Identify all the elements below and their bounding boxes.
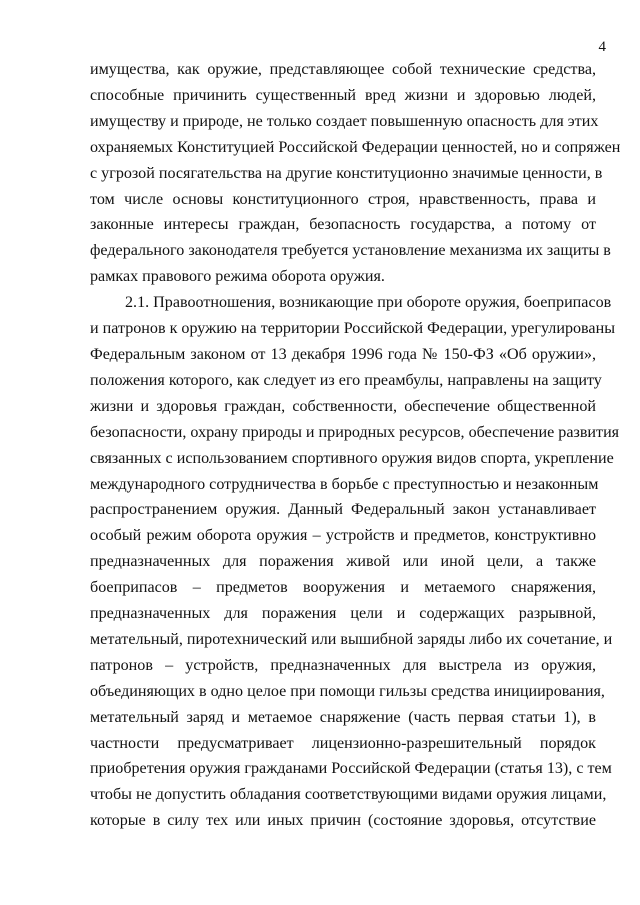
text-line: метательный заряд и метаемое снаряжение (часть первая статьи 1), в bbox=[90, 708, 596, 726]
text-line: особый режим оборота оружия – устройств и предметов, конструктивно bbox=[90, 527, 596, 545]
document-body bbox=[90, 57, 621, 834]
text-line: приобретения оружия гражданами Российской Федерации (статья 13), с тем bbox=[90, 760, 612, 778]
text-line: способные причинить существенный вред жизни и здоровью людей, bbox=[90, 86, 596, 104]
text-line: международного сотрудничества в борьбе с преступностью и незаконным bbox=[90, 475, 599, 493]
text-line: федерального законодателя требуется установление механизма их защиты в bbox=[90, 242, 611, 260]
text-line: предназначенных для поражения живой или иной цели, а также bbox=[90, 553, 596, 571]
page-number: 4 bbox=[598, 39, 606, 55]
text-line: имущества, как оружие, представляющее собой технические средства, bbox=[90, 61, 596, 78]
text-line: чтобы не допустить обладания соответствующими видами оружия лицами, bbox=[90, 786, 607, 804]
text-line: с угрозой посягательства на другие конституционно значимые ценности, в bbox=[90, 164, 603, 182]
text-line: охраняемых Конституцией Российской Федерации ценностей, но и сопряжен bbox=[90, 138, 621, 156]
paragraph-2-1 bbox=[90, 290, 620, 834]
text-line: объединяющих в одно целое при помощи гильзы средства инициирования, bbox=[90, 682, 605, 700]
paragraph-continuation bbox=[90, 57, 621, 290]
text-line: Федеральным законом от 13 декабря 1996 года № 150-ФЗ «Об оружии», bbox=[90, 345, 596, 363]
text-line: боеприпасов – предметов вооружения и метаемого снаряжения, bbox=[90, 579, 596, 597]
text-line: и патронов к оружию на территории Российской Федерации, урегулированы bbox=[90, 320, 616, 338]
text-line: законные интересы граждан, безопасность государства, а потому от bbox=[90, 216, 596, 234]
text-line: частности предусматривает лицензионно-разрешительный порядок bbox=[90, 734, 596, 752]
text-line: предназначенных для поражения цели и содержащих разрывной, bbox=[90, 605, 596, 623]
text-line: метательный, пиротехнический или вышибной заряды либо их сочетание, и bbox=[90, 630, 613, 648]
text-line: связанных с использованием спортивного оружия видов спорта, укрепление bbox=[90, 449, 614, 467]
text-line: имуществу и природе, не только создает повышенную опасность для этих bbox=[90, 112, 599, 130]
text-line: рамках правового режима оборота оружия. bbox=[90, 268, 385, 286]
text-line: которые в силу тех или иных причин (состояние здоровья, отсутствие bbox=[90, 812, 596, 830]
text-line: жизни и здоровья граждан, собственности, обеспечение общественной bbox=[90, 397, 596, 415]
text-line: том числе основы конституционного строя, нравственность, права и bbox=[90, 190, 596, 208]
text-line: распространением оружия. Данный Федеральный закон устанавливает bbox=[90, 501, 596, 519]
text-line: патронов – устройств, предназначенных для выстрела из оружия, bbox=[90, 656, 596, 674]
text-line: безопасности, охрану природы и природных ресурсов, обеспечение развития bbox=[90, 423, 620, 441]
text-line: положения которого, как следует из его преамбулы, направлены на защиту bbox=[90, 371, 602, 389]
text-line: 2.1. Правоотношения, возникающие при обороте оружия, боеприпасов bbox=[125, 294, 612, 312]
